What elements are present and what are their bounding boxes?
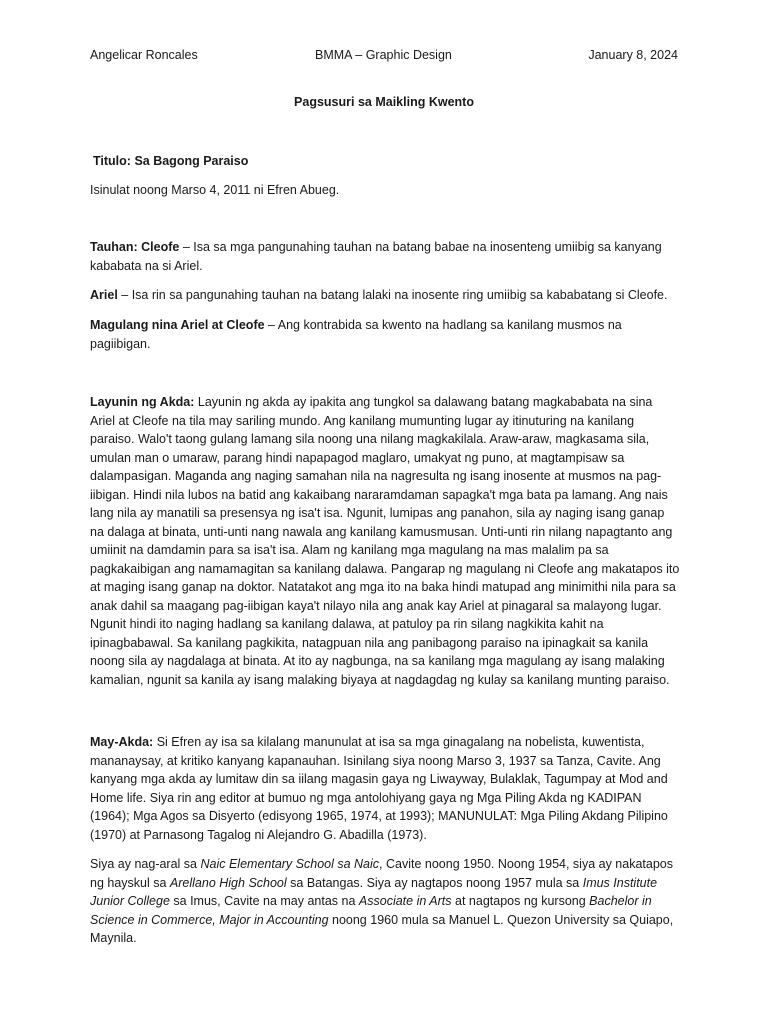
header-course: BMMA – Graphic Design [315,48,452,62]
tauhan-ariel [90,286,680,305]
document-header [90,48,678,66]
titulo-line [93,152,683,171]
written-line: Isinulat noong Marso 4, 2011 ni Efren Abueg. [90,183,340,197]
tauhan-cleofe [90,238,680,275]
header-date: January 8, 2024 [588,48,678,62]
tauhan-magulang [90,316,680,353]
edukasyon-text-1: Siya ay nag-aral sa [90,857,201,871]
layunin-label: Layunin ng Akda: [90,395,195,409]
mayakda-paragraph [90,733,680,844]
edukasyon-degree-1: Associate in Arts [358,894,452,908]
edukasyon-degree-2: Bachelor in Science in Commerce, Major in Accounting [90,894,652,927]
edukasyon-school-3: Imus Institute Junior College [90,875,658,908]
edukasyon-text-5: at nagtapos ng kursong [451,894,590,908]
edukasyon-text-6: noong 1960 mula sa Manuel L. Quezon University sa Quiapo, Maynila. [90,912,674,945]
mayakda-text: Si Efren ay isa sa kilalang manunulat at isa sa mga ginagalang na nobelista, kuwentista, mananaysay, at kritiko kanyang kapanauhan. Isinilang siya noong Marso 3, 1937 sa Tanza, Cavite. Ang kanyang mga akda ay lumitaw din sa iilang magasin gaya ng Liwayway, Bulaklak, Tagumpay at Mod and Home life. Siya rin ang editor at bumuo ng mga antolohiyang gaya ng Mga Piling Akda ng KADIPAN (1964); Mga Agos sa Disyerto (edisyong 1965, 1974, at 1993); MANUNULAT: Mga Piling Akdang Pilipino (1970) at Parnasong Tagalog ni Alejandro G. Abadilla (1973). [90,735,668,842]
mayakda-label: May-Akda: [90,735,154,749]
document-title: Pagsusuri sa Maikling Kwento [294,95,474,109]
edukasyon-school-2: Arellano High School [169,875,287,890]
cleofe-text: – Isa sa mga pangunahing tauhan na batang babae na inosenteng umiibig sa kanyang kababata na si Ariel. [90,240,662,273]
edukasyon-text-4: sa Imus, Cavite na may antas na [169,894,359,908]
magulang-text: – Ang kontrabida sa kwento na hadlang sa kanilang musmos na pagiibigan. [90,318,622,351]
edukasyon-text-3: sa Batangas. Siya ay nagtapos noong 1957 mula sa [286,875,583,890]
layunin-text: Layunin ng akda ay ipakita ang tungkol sa dalawang batang magkababata na sina Ariel at Cleofe na tila may sariling mundo. Ang kanilang mumunting lugar ay itinuturing na kanilang paraiso. Walo't taong gulang lamang sila noong una nilang magkakilala. Araw-araw, magkasama sila, umulan man o umaraw, parang hindi napapagod maglaro, umakyat ng puno, at magtampisaw sa dalampasigan. Maganda ang naging samahan nila na nagresulta ng isang inosente at musmos na pag-iibigan. Hindi nila lubos na batid ang kakaibang nararamdaman sapagka't mga bata pa lamang. Ang nais lang nila ay manatili sa presensya ng isa't isa. Ngunit, lumipas ang panahon, sila ay naging isang ganap na dalaga at binata, unti-unti nang nawala ang kanilang kamusmusan. Unti-unti rin nilang napagtanto ang umiinit na damdamin para sa isa't isa. Alam ng kanilang mga magulang na mas malalim pa sa pagkakaibigan ang namamagitan sa kanilang dalawa. Pangarap ng magulang ni Cleofe ang makatapos ito at maging isang ganap na doktor. Natatakot ang mga ito na baka hindi matupad ang minimithi nila para sa anak dahil sa maagang pag-iibigan kaya't nilayo nila ang anak kay Ariel at pinagaral sa malayong lugar. Ngunit hindi ito naging hadlang sa kanilang dalawa, at patuloy pa rin silang nagkikita kahit na ipinagbabawal. Sa kanilang pagkikita, natagpuan nila ang panibagong paraiso na ipinagkait sa kanila noong sila ay nagdalaga at binata. At ito ay nagbunga, na sa kanilang mga magulang ay isang malaking kamalian, ngunit sa kanila ay isang malaking biyaya at nagdagdag ng kulay sa kanilang munting paraiso. [90,395,680,687]
titulo-label: Titulo: [93,154,135,168]
titulo-value: Sa Bagong Paraiso [134,154,249,168]
header-author: Angelicar Roncales [90,48,198,62]
ariel-label: Ariel [90,288,118,302]
cleofe-label: Tauhan: Cleofe [90,240,180,254]
edukasyon-paragraph [90,855,680,948]
ariel-text: – Isa rin sa pangunahing tauhan na batang lalaki na inosente ring umiibig sa kababatang si Cleofe. [117,288,668,302]
edukasyon-text-2: , Cavite noong 1950. Noong 1954, siya ay nakatapos ng hayskul sa [90,857,673,890]
edukasyon-school-1: Naic Elementary School sa Naic [200,857,380,871]
magulang-label: Magulang nina Ariel at Cleofe [90,318,265,332]
layunin-paragraph [90,393,680,689]
